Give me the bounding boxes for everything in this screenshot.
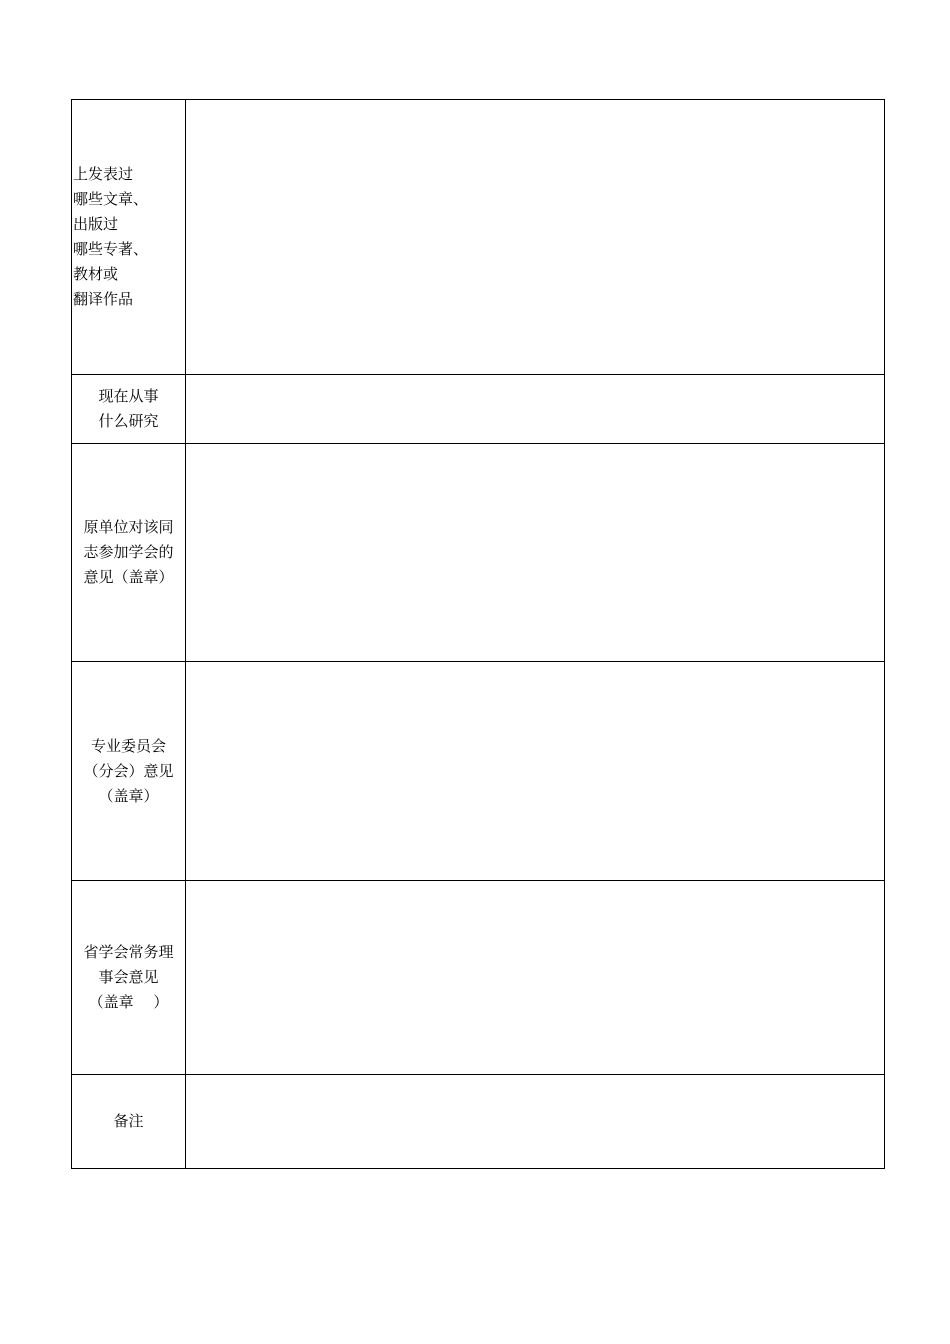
publications-label-line: 教材或 [73, 265, 119, 283]
original-unit-opinion-label-line: 意见（盖章） [83, 568, 174, 586]
form-row-publications [72, 100, 885, 375]
original-unit-opinion-label [72, 444, 186, 662]
form-row-remarks [72, 1075, 885, 1169]
application-form-table [71, 99, 885, 1169]
council-opinion-label-line: 事会意见 [98, 968, 159, 986]
current-research-label-line: 什么研究 [98, 412, 159, 430]
form-row-original-unit-opinion [72, 444, 885, 662]
current-research-label [72, 375, 186, 444]
publications-label-line: 哪些文章、 [73, 190, 149, 208]
publications-field[interactable] [186, 100, 885, 375]
remarks-label-line: 备注 [113, 1112, 144, 1130]
current-research-field[interactable] [186, 375, 885, 444]
form-row-committee-opinion [72, 662, 885, 881]
council-opinion-field[interactable] [186, 881, 885, 1075]
committee-opinion-label-line: 专业委员会 [90, 736, 166, 755]
committee-opinion-label-line: （盖章） [98, 786, 159, 805]
form-row-council-opinion [72, 881, 885, 1075]
remarks-label [72, 1075, 186, 1169]
council-opinion-label [72, 881, 186, 1075]
remarks-field[interactable] [186, 1075, 885, 1169]
committee-opinion-label-line: （分会）意见 [83, 761, 174, 780]
current-research-label-line: 现在从事 [98, 387, 159, 405]
form-row-current-research [72, 375, 885, 444]
publications-label-line: 翻译作品 [73, 290, 134, 308]
committee-opinion-label [72, 662, 186, 881]
original-unit-opinion-label-line: 志参加学会的 [83, 543, 174, 561]
publications-label-line: 哪些专著、 [73, 240, 149, 258]
council-opinion-label-line: 省学会常务理 [83, 943, 174, 961]
publications-label [72, 100, 186, 375]
council-opinion-label-line: （盖章 ） [88, 993, 169, 1011]
original-unit-opinion-label-line: 原单位对该同 [83, 518, 174, 536]
original-unit-opinion-field[interactable] [186, 444, 885, 662]
publications-label-line: 上发表过 [73, 165, 134, 183]
committee-opinion-field[interactable] [186, 662, 885, 881]
publications-label-line: 出版过 [73, 215, 119, 233]
